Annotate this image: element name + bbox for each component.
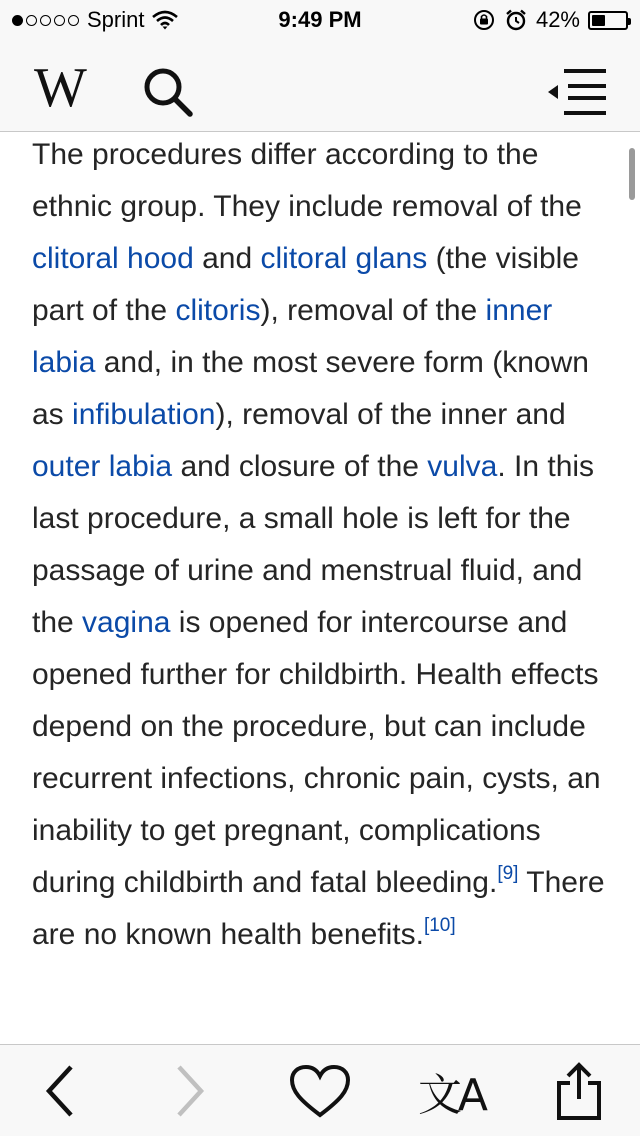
- language-button[interactable]: [410, 1059, 492, 1123]
- text-run: There are no known health benefits.: [32, 866, 605, 951]
- status-bar: [0, 0, 640, 40]
- status-right: [408, 7, 628, 33]
- battery-icon: [588, 11, 628, 30]
- link-clitoral-glans[interactable]: clitoral glans: [260, 242, 428, 275]
- signal-dot: [54, 15, 65, 26]
- link-clitoris[interactable]: clitoris: [175, 294, 261, 327]
- text-run: (the visible part of the: [32, 242, 579, 327]
- share-button[interactable]: [544, 1059, 614, 1123]
- alarm-icon: [504, 8, 528, 32]
- language-icon: 文A: [417, 1070, 485, 1121]
- save-page-button[interactable]: [282, 1059, 358, 1123]
- text-run: The procedures differ according to the ethnic group. They include removal of the: [32, 138, 582, 223]
- text-run: ), removal of the: [260, 294, 486, 327]
- signal-strength-icon: [12, 15, 79, 26]
- text-run: and, in the most severe form (known as: [32, 346, 589, 431]
- text-run: and: [193, 242, 261, 275]
- back-button[interactable]: [26, 1059, 96, 1123]
- share-icon: [554, 1061, 604, 1121]
- signal-dot: [40, 15, 51, 26]
- text-run: ), removal of the inner and: [215, 398, 566, 431]
- battery-level: [592, 15, 605, 26]
- bottom-toolbar: [0, 1044, 640, 1136]
- signal-dot: [26, 15, 37, 26]
- status-left: [12, 7, 232, 33]
- table-of-contents-button[interactable]: [544, 66, 610, 118]
- link-infibulation[interactable]: infibulation: [72, 398, 216, 431]
- link-clitoral-hood[interactable]: clitoral hood: [32, 242, 194, 275]
- text-run: and closure of the: [172, 450, 428, 483]
- table-of-contents-icon: [544, 66, 610, 118]
- link-outer-labia[interactable]: outer labia: [32, 450, 173, 483]
- forward-button[interactable]: [154, 1059, 224, 1123]
- app-header: [0, 40, 640, 132]
- status-time: 9:49 PM: [278, 7, 362, 32]
- reference-10[interactable]: [10]: [423, 915, 456, 936]
- carrier-name: Sprint: [87, 7, 145, 32]
- text-run: . In this last procedure, a small hole is left for the passage of urine and menstrual fluid, and the: [32, 450, 595, 639]
- link-vulva[interactable]: vulva: [427, 450, 498, 483]
- orientation-lock-icon: [472, 8, 496, 32]
- wifi-icon: [152, 10, 178, 30]
- back-icon: [41, 1063, 81, 1119]
- article-paragraph: [32, 132, 612, 961]
- text-run: is opened for intercourse and opened further for childbirth. Health effects depend on the procedure, but can include recurrent infections, chronic pain, cysts, an inability to get pregnant, complications during childbirth and fatal bleeding.: [32, 606, 601, 899]
- battery-percentage: 42%: [535, 7, 580, 32]
- search-button[interactable]: [140, 64, 196, 120]
- scrollbar[interactable]: [629, 148, 635, 200]
- forward-icon: [169, 1063, 209, 1119]
- article-content: [0, 132, 640, 1044]
- reference-9[interactable]: [9]: [497, 863, 519, 884]
- link-vagina[interactable]: vagina: [82, 606, 171, 639]
- heart-icon: [289, 1064, 351, 1118]
- wikipedia-logo[interactable]: W: [34, 57, 81, 119]
- link-inner-labia[interactable]: inner labia: [32, 294, 553, 379]
- search-icon: [140, 64, 196, 120]
- signal-dot: [12, 15, 23, 26]
- signal-dot: [68, 15, 79, 26]
